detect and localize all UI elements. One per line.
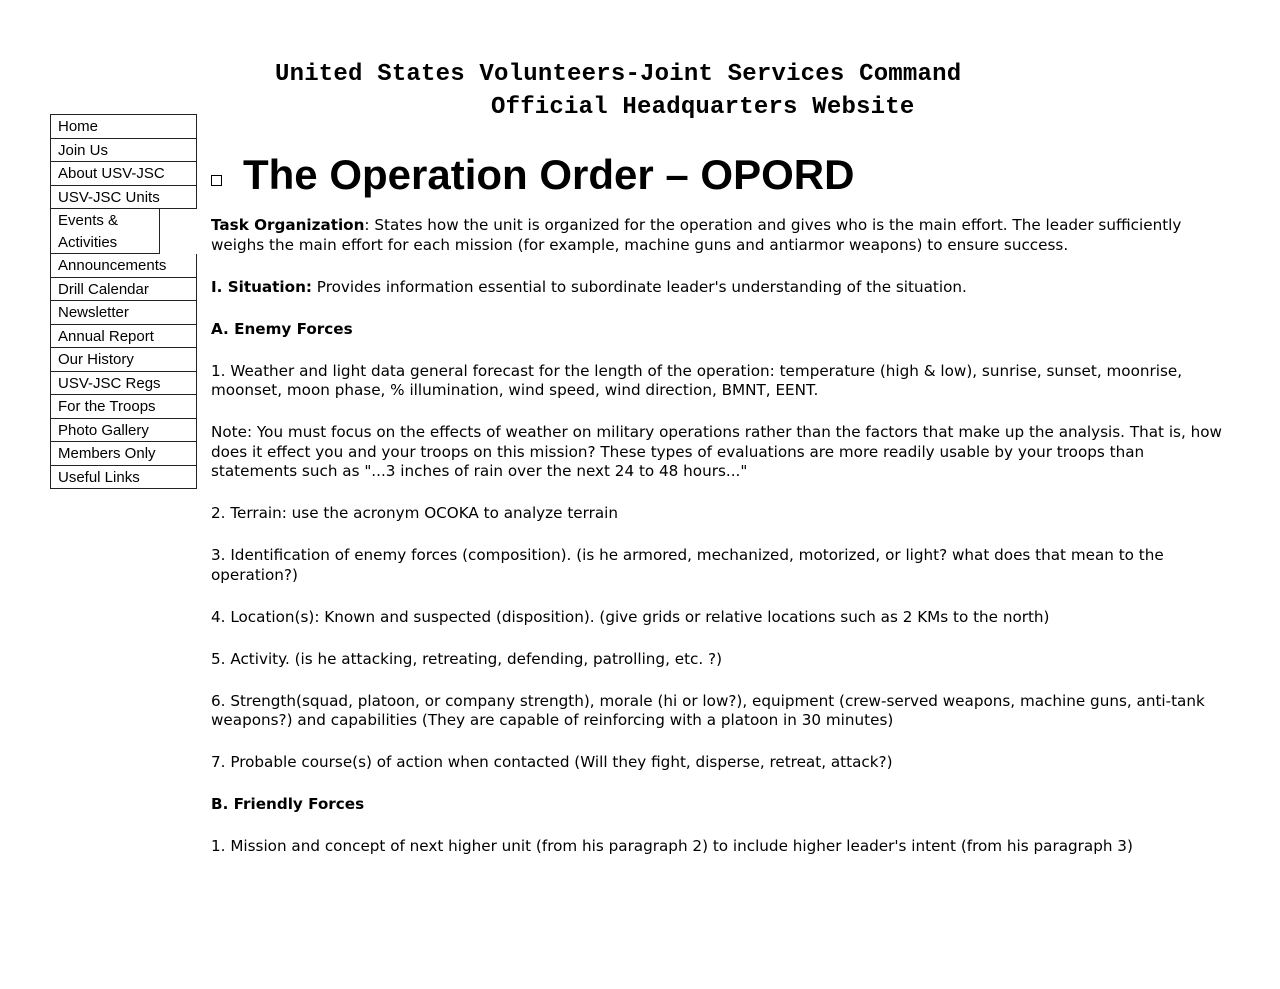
page-title-row (211, 150, 1231, 200)
enemy-item-weather: 1. Weather and light data general forecast for the length of the operation: temperature (high & low), sunrise, sunset, moonrise, moonset, moon phase, % illumination, wind speed, wind direction, BMNT, EENT. (211, 361, 1183, 399)
nav-link-newsletter[interactable]: Newsletter (50, 301, 197, 325)
nav-link-photo-gallery[interactable]: Photo Gallery (50, 419, 197, 443)
nav-link-units[interactable]: USV-JSC Units (50, 186, 197, 210)
nav-link-events[interactable]: Events & Activities (50, 209, 160, 254)
enemy-item-terrain: 2. Terrain: use the acronym OCOKA to analyze terrain (211, 504, 618, 522)
nav-link-history[interactable]: Our History (50, 348, 197, 372)
site-title: United States Volunteers-Joint Services Command (275, 61, 962, 88)
nav-link-announcements[interactable]: Announcements (50, 254, 197, 278)
main-content (211, 150, 1231, 879)
nav-link-useful-links[interactable]: Useful Links (50, 466, 197, 490)
enemy-item-course-of-action: 7. Probable course(s) of action when contacted (Will they fight, disperse, retreat, attack?) (211, 753, 893, 771)
task-organization-text: : States how the unit is organized for the operation and gives who is the main effort. The leader sufficiently weighs the main effort for each mission (for example, machine guns and antiarmor weapons) to ensure success. (211, 216, 1182, 254)
task-organization-label: Task Organization (211, 216, 365, 234)
enemy-item-identification: 3. Identification of enemy forces (composition). (is he armored, mechanized, motorized, or light? what does that mean to the operation?) (211, 546, 1164, 584)
nav-link-regs[interactable]: USV-JSC Regs (50, 372, 197, 396)
friendly-forces-heading: B. Friendly Forces (211, 795, 365, 813)
task-organization (211, 216, 1231, 255)
nav-link-drill-calendar[interactable]: Drill Calendar (50, 278, 197, 302)
site-subtitle: Official Headquarters Website (491, 94, 915, 121)
bullet-box-icon (211, 175, 222, 186)
enemy-item-location: 4. Location(s): Known and suspected (disposition). (give grids or relative locations such as 2 KMs to the north) (211, 607, 1050, 626)
situation-label: I. Situation: (211, 277, 312, 296)
enemy-item-activity: 5. Activity. (is he attacking, retreating, defending, patrolling, etc. ?) (211, 649, 723, 668)
nav-link-join-us[interactable]: Join Us (50, 139, 197, 163)
nav-link-members-only[interactable]: Members Only (50, 442, 197, 466)
friendly-item-mission: 1. Mission and concept of next higher unit (from his paragraph 2) to include higher leader's intent (from his paragraph 3) (211, 837, 1133, 855)
enemy-item-strength: 6. Strength(squad, platoon, or company strength), morale (hi or low?), equipment (crew-served weapons, machine guns, anti-tank weapons?) and capabilities (They are capable of reinforcing with a platoon in 30 minutes) (211, 691, 1205, 729)
nav-link-troops[interactable]: For the Troops (50, 395, 197, 419)
enemy-item-note: Note: You must focus on the effects of weather on military operations rather than the factors that make up the analysis. That is, how does it effect you and your troops on this mission? These types of evaluations are more readily usable by your troops than statements such as "...3 inches of rain over the next 24 to 48 hours..." (211, 423, 1222, 480)
enemy-forces-heading: A. Enemy Forces (211, 319, 353, 338)
nav-link-about[interactable]: About USV-JSC (50, 162, 197, 186)
nav-link-home[interactable]: Home (50, 114, 197, 139)
page-title: The Operation Order – OPORD (243, 151, 855, 198)
sidebar-nav (50, 114, 197, 489)
situation (211, 278, 1231, 298)
nav-link-annual-report[interactable]: Annual Report (50, 325, 197, 349)
situation-text: Provides information essential to subordinate leader's understanding of the situation. (311, 277, 967, 296)
